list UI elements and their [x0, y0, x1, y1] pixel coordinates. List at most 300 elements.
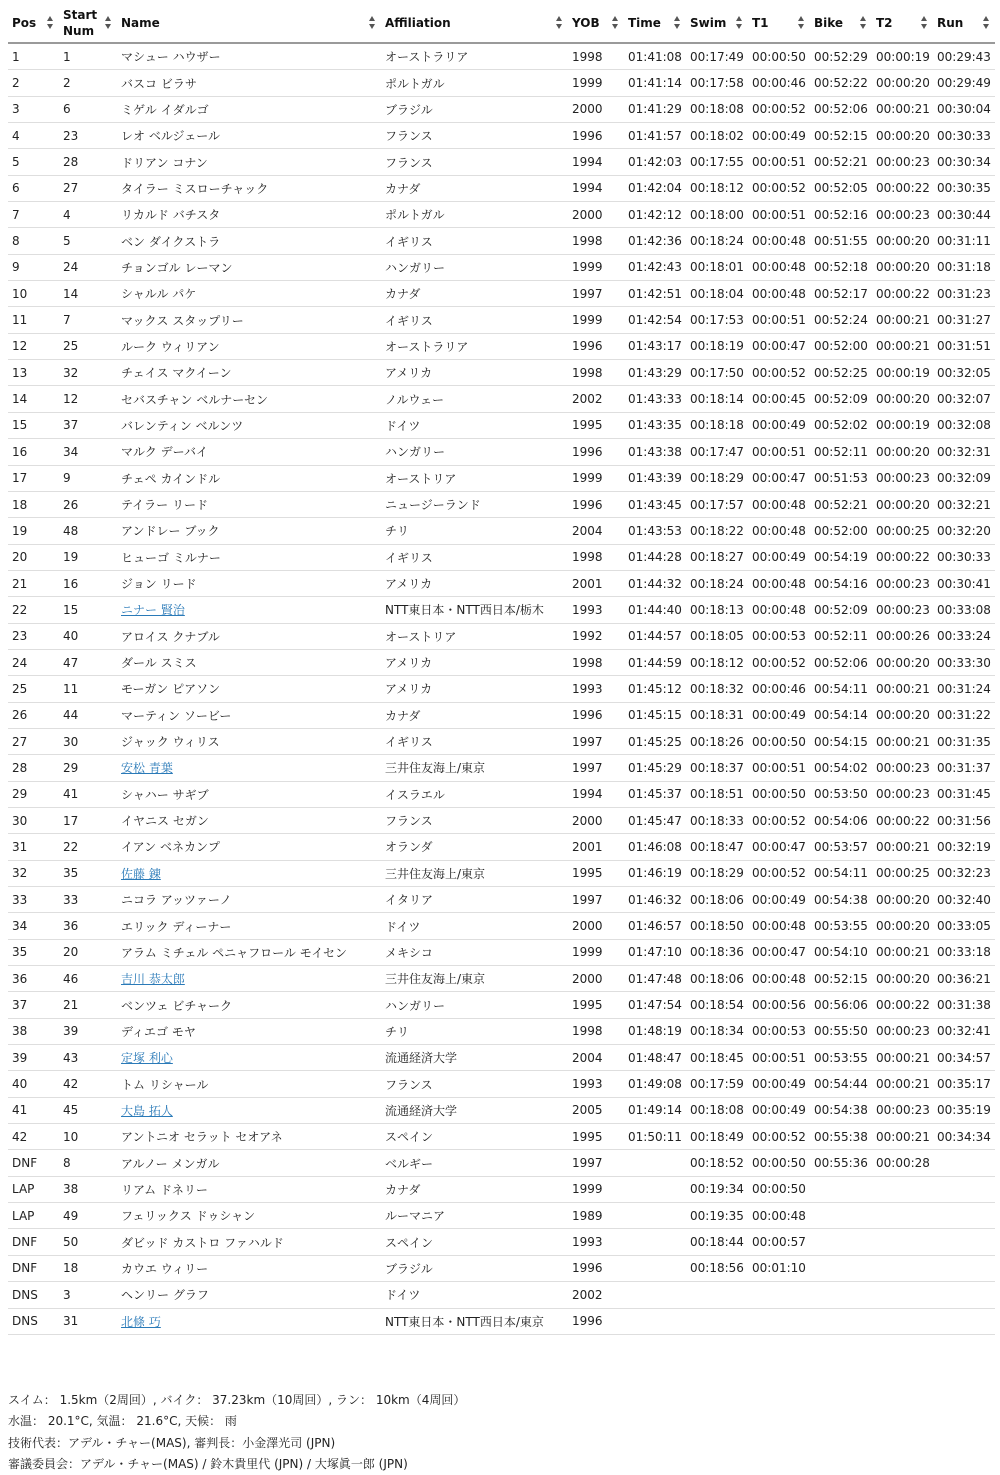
- cell-aff: 三井住友海上/東京: [381, 755, 568, 781]
- cell-t1: 00:00:49: [748, 123, 810, 149]
- cell-num: 18: [59, 1255, 117, 1281]
- cell-time: 01:42:12: [624, 202, 686, 228]
- cell-time: 01:43:29: [624, 360, 686, 386]
- cell-pos: 17: [8, 465, 59, 491]
- cell-t1: 00:00:49: [748, 1071, 810, 1097]
- cell-yob: 1998: [568, 228, 624, 254]
- cell-num: 35: [59, 860, 117, 886]
- athlete-profile-link[interactable]: 北條 巧: [121, 1314, 161, 1329]
- cell-time: 01:47:54: [624, 992, 686, 1018]
- cell-time: 01:42:04: [624, 175, 686, 201]
- column-header-label: Time: [628, 16, 661, 30]
- cell-t2: [872, 1176, 933, 1202]
- cell-time: 01:43:38: [624, 439, 686, 465]
- cell-swim: 00:18:49: [686, 1124, 748, 1150]
- cell-num: 7: [59, 307, 117, 333]
- cell-name: リカルド バチスタ: [117, 202, 381, 228]
- column-header-label: Run: [937, 16, 964, 30]
- cell-aff: オーストラリア: [381, 333, 568, 359]
- cell-num: 17: [59, 807, 117, 833]
- cell-bike: 00:54:10: [810, 939, 872, 965]
- cell-t2: 00:00:21: [872, 939, 933, 965]
- cell-t2: 00:00:21: [872, 728, 933, 754]
- cell-time: 01:42:54: [624, 307, 686, 333]
- cell-pos: DNF: [8, 1255, 59, 1281]
- cell-run: [933, 1282, 995, 1308]
- cell-swim: 00:17:55: [686, 149, 748, 175]
- cell-time: 01:42:03: [624, 149, 686, 175]
- cell-yob: 1993: [568, 597, 624, 623]
- cell-t1: 00:00:48: [748, 913, 810, 939]
- cell-swim: 00:18:37: [686, 755, 748, 781]
- results-table: [8, 4, 995, 1335]
- cell-name: ルーク ウィリアン: [117, 333, 381, 359]
- cell-pos: 31: [8, 834, 59, 860]
- cell-pos: 11: [8, 307, 59, 333]
- cell-name: チェペ カインドル: [117, 465, 381, 491]
- cell-time: 01:43:39: [624, 465, 686, 491]
- cell-yob: 2001: [568, 570, 624, 596]
- cell-swim: 00:18:32: [686, 676, 748, 702]
- cell-t1: 00:00:51: [748, 755, 810, 781]
- cell-num: 47: [59, 649, 117, 675]
- cell-t1: 00:00:49: [748, 887, 810, 913]
- cell-swim: 00:18:08: [686, 1097, 748, 1123]
- column-header-name[interactable]: [117, 4, 381, 43]
- cell-run: 00:30:04: [933, 96, 995, 122]
- cell-name: ヘンリー グラフ: [117, 1282, 381, 1308]
- cell-num: 37: [59, 412, 117, 438]
- cell-num: 20: [59, 939, 117, 965]
- cell-bike: 00:54:06: [810, 807, 872, 833]
- cell-t1: 00:00:50: [748, 781, 810, 807]
- cell-run: 00:31:27: [933, 307, 995, 333]
- athlete-profile-link[interactable]: ニナー 賢治: [121, 603, 185, 618]
- cell-yob: 1996: [568, 123, 624, 149]
- cell-bike: 00:53:57: [810, 834, 872, 860]
- column-header-label: Bike: [814, 16, 844, 30]
- cell-name: ベンツェ ビチャーク: [117, 992, 381, 1018]
- cell-run: 00:31:51: [933, 333, 995, 359]
- cell-time: 01:43:53: [624, 518, 686, 544]
- cell-t1: 00:00:51: [748, 307, 810, 333]
- cell-t1: 00:00:49: [748, 544, 810, 570]
- table-row: [8, 491, 995, 517]
- table-row: [8, 1071, 995, 1097]
- cell-run: 00:32:40: [933, 887, 995, 913]
- cell-t2: 00:00:23: [872, 755, 933, 781]
- cell-bike: 00:52:17: [810, 281, 872, 307]
- cell-t1: 00:00:48: [748, 966, 810, 992]
- cell-t2: [872, 1255, 933, 1281]
- cell-time: 01:47:48: [624, 966, 686, 992]
- table-row: [8, 1255, 995, 1281]
- athlete-profile-link[interactable]: 吉川 恭太郎: [121, 972, 185, 987]
- cell-swim: 00:18:00: [686, 202, 748, 228]
- table-row: [8, 439, 995, 465]
- athlete-profile-link[interactable]: 佐藤 錬: [121, 866, 161, 881]
- cell-t2: 00:00:19: [872, 43, 933, 70]
- athlete-profile-link[interactable]: 大島 拓人: [121, 1103, 173, 1118]
- cell-num: 32: [59, 360, 117, 386]
- cell-name: タイラー ミスローチャック: [117, 175, 381, 201]
- cell-swim: 00:18:18: [686, 412, 748, 438]
- cell-t1: 00:00:48: [748, 491, 810, 517]
- cell-yob: 1996: [568, 439, 624, 465]
- cell-num: 36: [59, 913, 117, 939]
- cell-t1: [748, 1308, 810, 1334]
- column-header-t1[interactable]: [748, 4, 810, 43]
- cell-time: 01:41:57: [624, 123, 686, 149]
- cell-pos: 12: [8, 333, 59, 359]
- cell-t2: 00:00:23: [872, 149, 933, 175]
- cell-num: 16: [59, 570, 117, 596]
- cell-pos: 26: [8, 702, 59, 728]
- cell-pos: 7: [8, 202, 59, 228]
- cell-run: 00:30:33: [933, 123, 995, 149]
- cell-t2: 00:00:20: [872, 702, 933, 728]
- athlete-profile-link[interactable]: 定塚 利心: [121, 1051, 173, 1066]
- cell-t1: 00:00:48: [748, 570, 810, 596]
- cell-bike: 00:52:05: [810, 175, 872, 201]
- cell-yob: 1992: [568, 623, 624, 649]
- cell-pos: 27: [8, 728, 59, 754]
- cell-name: アルノー メンガル: [117, 1150, 381, 1176]
- cell-bike: 00:55:38: [810, 1124, 872, 1150]
- cell-aff: スペイン: [381, 1229, 568, 1255]
- cell-name: シャルル パケ: [117, 281, 381, 307]
- cell-aff: ポルトガル: [381, 70, 568, 96]
- cell-yob: 2004: [568, 518, 624, 544]
- cell-run: 00:31:37: [933, 755, 995, 781]
- cell-pos: LAP: [8, 1176, 59, 1202]
- table-row: [8, 966, 995, 992]
- sort-arrows-icon[interactable]: [674, 16, 681, 30]
- cell-num: 48: [59, 518, 117, 544]
- cell-pos: 23: [8, 623, 59, 649]
- sort-arrows-icon[interactable]: [860, 16, 867, 30]
- cell-swim: 00:18:29: [686, 860, 748, 886]
- cell-bike: [810, 1308, 872, 1334]
- cell-pos: 14: [8, 386, 59, 412]
- cell-aff: イギリス: [381, 544, 568, 570]
- sort-arrows-icon[interactable]: [736, 16, 743, 30]
- column-header-num[interactable]: [59, 4, 117, 43]
- cell-pos: 2: [8, 70, 59, 96]
- cell-time: 01:45:15: [624, 702, 686, 728]
- cell-aff: ハンガリー: [381, 254, 568, 280]
- cell-time: 01:41:08: [624, 43, 686, 70]
- cell-t1: 00:00:49: [748, 412, 810, 438]
- cell-bike: 00:52:16: [810, 202, 872, 228]
- cell-pos: 30: [8, 807, 59, 833]
- cell-yob: 1995: [568, 1124, 624, 1150]
- cell-run: 00:32:07: [933, 386, 995, 412]
- cell-swim: 00:17:53: [686, 307, 748, 333]
- cell-bike: 00:54:15: [810, 728, 872, 754]
- cell-num: 3: [59, 1282, 117, 1308]
- cell-t2: 00:00:23: [872, 1097, 933, 1123]
- cell-t2: 00:00:26: [872, 623, 933, 649]
- cell-bike: 00:54:02: [810, 755, 872, 781]
- table-row: [8, 1282, 995, 1308]
- cell-bike: 00:52:09: [810, 597, 872, 623]
- cell-pos: 16: [8, 439, 59, 465]
- cell-yob: 1998: [568, 43, 624, 70]
- cell-swim: [686, 1308, 748, 1334]
- athlete-profile-link[interactable]: 安松 青葉: [121, 761, 173, 776]
- cell-time: 01:48:19: [624, 1018, 686, 1044]
- cell-t2: 00:00:23: [872, 781, 933, 807]
- cell-name: [117, 597, 381, 623]
- cell-aff: イギリス: [381, 728, 568, 754]
- sort-arrows-icon[interactable]: [556, 16, 563, 30]
- cell-t1: 00:00:49: [748, 1097, 810, 1123]
- cell-name: チェイス マクイーン: [117, 360, 381, 386]
- cell-aff: アメリカ: [381, 649, 568, 675]
- cell-t2: 00:00:20: [872, 966, 933, 992]
- cell-name: ジャック ウィリス: [117, 728, 381, 754]
- sort-arrows-icon[interactable]: [612, 16, 619, 30]
- cell-t1: 00:00:51: [748, 149, 810, 175]
- cell-time: 01:44:40: [624, 597, 686, 623]
- column-header-label: Start Num: [63, 8, 98, 38]
- cell-num: 33: [59, 887, 117, 913]
- sort-arrows-icon[interactable]: [105, 16, 112, 30]
- sort-arrows-icon[interactable]: [921, 16, 928, 30]
- cell-time: 01:42:51: [624, 281, 686, 307]
- cell-t1: 00:00:47: [748, 465, 810, 491]
- cell-name: [117, 1045, 381, 1071]
- cell-yob: 2004: [568, 1045, 624, 1071]
- column-header-bike[interactable]: [810, 4, 872, 43]
- cell-aff: ポルトガル: [381, 202, 568, 228]
- cell-pos: 5: [8, 149, 59, 175]
- cell-run: 00:29:49: [933, 70, 995, 96]
- cell-yob: 1999: [568, 465, 624, 491]
- cell-bike: [810, 1176, 872, 1202]
- cell-yob: 1994: [568, 149, 624, 175]
- cell-swim: 00:18:44: [686, 1229, 748, 1255]
- cell-pos: 28: [8, 755, 59, 781]
- cell-run: [933, 1255, 995, 1281]
- sort-arrows-icon[interactable]: [798, 16, 805, 30]
- cell-num: 12: [59, 386, 117, 412]
- cell-t2: 00:00:21: [872, 1045, 933, 1071]
- cell-bike: 00:52:11: [810, 623, 872, 649]
- cell-t1: 00:00:48: [748, 1203, 810, 1229]
- table-row: [8, 1124, 995, 1150]
- cell-t2: 00:00:23: [872, 202, 933, 228]
- cell-pos: 42: [8, 1124, 59, 1150]
- cell-swim: 00:18:54: [686, 992, 748, 1018]
- cell-aff: アメリカ: [381, 570, 568, 596]
- cell-t2: 00:00:20: [872, 228, 933, 254]
- cell-aff: ハンガリー: [381, 439, 568, 465]
- cell-t1: 00:00:53: [748, 623, 810, 649]
- cell-yob: 1998: [568, 544, 624, 570]
- table-row: [8, 412, 995, 438]
- cell-run: 00:31:38: [933, 992, 995, 1018]
- cell-t1: 00:00:56: [748, 992, 810, 1018]
- cell-run: 00:34:57: [933, 1045, 995, 1071]
- column-header-pos[interactable]: [8, 4, 59, 43]
- cell-time: 01:43:45: [624, 491, 686, 517]
- cell-time: [624, 1150, 686, 1176]
- cell-name: ニコラ アッツァーノ: [117, 887, 381, 913]
- column-header-t2[interactable]: [872, 4, 933, 43]
- cell-bike: 00:54:44: [810, 1071, 872, 1097]
- cell-num: 27: [59, 175, 117, 201]
- cell-yob: 1998: [568, 649, 624, 675]
- cell-yob: 1999: [568, 254, 624, 280]
- course-info: スイム： 1.5km（2周回）, バイク： 37.23km（10周回）, ラン： 10km（4周回）: [8, 1393, 466, 1407]
- cell-aff: NTT東日本・NTT西日本/東京: [381, 1308, 568, 1334]
- cell-t1: 00:00:52: [748, 360, 810, 386]
- cell-name: アンドレー ブック: [117, 518, 381, 544]
- cell-aff: イギリス: [381, 228, 568, 254]
- cell-pos: 21: [8, 570, 59, 596]
- cell-yob: 1989: [568, 1203, 624, 1229]
- cell-run: 00:35:19: [933, 1097, 995, 1123]
- cell-t2: 00:00:21: [872, 307, 933, 333]
- column-header-aff[interactable]: [381, 4, 568, 43]
- table-row: [8, 860, 995, 886]
- cell-aff: カナダ: [381, 1176, 568, 1202]
- cell-yob: 2000: [568, 96, 624, 122]
- table-row: [8, 228, 995, 254]
- cell-run: 00:33:30: [933, 649, 995, 675]
- cell-t2: 00:00:22: [872, 992, 933, 1018]
- cell-yob: 1994: [568, 175, 624, 201]
- cell-time: 01:49:14: [624, 1097, 686, 1123]
- cell-pos: DNS: [8, 1308, 59, 1334]
- cell-t1: 00:00:51: [748, 1045, 810, 1071]
- cell-pos: 24: [8, 649, 59, 675]
- cell-t2: 00:00:20: [872, 649, 933, 675]
- cell-bike: 00:52:09: [810, 386, 872, 412]
- cell-t1: 00:00:52: [748, 807, 810, 833]
- cell-pos: 35: [8, 939, 59, 965]
- cell-name: マーティン ソービー: [117, 702, 381, 728]
- cell-swim: 00:18:45: [686, 1045, 748, 1071]
- race-info-footer: [8, 1390, 988, 1475]
- cell-swim: 00:17:47: [686, 439, 748, 465]
- cell-yob: 1999: [568, 1176, 624, 1202]
- cell-pos: 33: [8, 887, 59, 913]
- cell-t1: 00:00:53: [748, 1018, 810, 1044]
- cell-run: 00:31:11: [933, 228, 995, 254]
- cell-run: 00:33:24: [933, 623, 995, 649]
- cell-time: 01:43:17: [624, 333, 686, 359]
- cell-num: 9: [59, 465, 117, 491]
- cell-name: アントニオ セラット セオアネ: [117, 1124, 381, 1150]
- cell-name: トム リシャール: [117, 1071, 381, 1097]
- cell-t1: 00:00:57: [748, 1229, 810, 1255]
- table-row: [8, 755, 995, 781]
- cell-run: [933, 1308, 995, 1334]
- cell-num: 5: [59, 228, 117, 254]
- cell-swim: 00:18:56: [686, 1255, 748, 1281]
- cell-t2: 00:00:23: [872, 597, 933, 623]
- cell-t2: 00:00:22: [872, 281, 933, 307]
- cell-num: 38: [59, 1176, 117, 1202]
- cell-yob: 2001: [568, 834, 624, 860]
- column-header-run[interactable]: [933, 4, 995, 43]
- cell-yob: 2002: [568, 386, 624, 412]
- cell-t1: 00:00:46: [748, 70, 810, 96]
- cell-pos: 20: [8, 544, 59, 570]
- cell-aff: ドイツ: [381, 1282, 568, 1308]
- cell-name: ダール スミス: [117, 649, 381, 675]
- cell-yob: 2000: [568, 202, 624, 228]
- table-row: [8, 518, 995, 544]
- cell-t1: 00:00:51: [748, 439, 810, 465]
- cell-pos: 40: [8, 1071, 59, 1097]
- column-header-time[interactable]: [624, 4, 686, 43]
- cell-run: 00:32:21: [933, 491, 995, 517]
- table-row: [8, 149, 995, 175]
- cell-t1: 00:00:48: [748, 597, 810, 623]
- cell-bike: 00:51:55: [810, 228, 872, 254]
- cell-yob: 2005: [568, 1097, 624, 1123]
- table-row: [8, 202, 995, 228]
- cell-swim: 00:18:26: [686, 728, 748, 754]
- sort-arrows-icon[interactable]: [369, 16, 376, 30]
- sort-arrows-icon[interactable]: [47, 16, 54, 30]
- cell-aff: 流通経済大学: [381, 1045, 568, 1071]
- cell-name: バレンティン ベルンツ: [117, 412, 381, 438]
- cell-name: ディエゴ モヤ: [117, 1018, 381, 1044]
- cell-pos: 3: [8, 96, 59, 122]
- cell-num: 43: [59, 1045, 117, 1071]
- cell-num: 34: [59, 439, 117, 465]
- cell-yob: 1998: [568, 360, 624, 386]
- cell-t2: 00:00:23: [872, 1018, 933, 1044]
- column-header-swim[interactable]: [686, 4, 748, 43]
- cell-aff: イギリス: [381, 307, 568, 333]
- cell-run: 00:33:08: [933, 597, 995, 623]
- sort-arrows-icon[interactable]: [983, 16, 990, 30]
- cell-pos: 22: [8, 597, 59, 623]
- cell-t2: 00:00:21: [872, 333, 933, 359]
- cell-bike: 00:52:02: [810, 412, 872, 438]
- cell-name: テイラー リード: [117, 491, 381, 517]
- cell-bike: [810, 1255, 872, 1281]
- cell-bike: 00:52:06: [810, 649, 872, 675]
- cell-yob: 1998: [568, 1018, 624, 1044]
- column-header-yob[interactable]: [568, 4, 624, 43]
- cell-time: 01:42:36: [624, 228, 686, 254]
- cell-aff: フランス: [381, 1071, 568, 1097]
- cell-bike: 00:54:11: [810, 860, 872, 886]
- cell-t1: 00:00:50: [748, 1150, 810, 1176]
- cell-bike: 00:52:00: [810, 333, 872, 359]
- cell-swim: 00:18:34: [686, 1018, 748, 1044]
- cell-swim: 00:18:31: [686, 702, 748, 728]
- cell-run: 00:32:41: [933, 1018, 995, 1044]
- table-row: [8, 254, 995, 280]
- cell-num: 29: [59, 755, 117, 781]
- table-row: [8, 1176, 995, 1202]
- cell-time: 01:43:33: [624, 386, 686, 412]
- cell-num: 14: [59, 281, 117, 307]
- cell-name: アラム ミチェル ペニャフロール モイセン: [117, 939, 381, 965]
- cell-run: 00:36:21: [933, 966, 995, 992]
- cell-run: 00:31:18: [933, 254, 995, 280]
- cell-bike: 00:52:11: [810, 439, 872, 465]
- cell-t1: 00:00:48: [748, 281, 810, 307]
